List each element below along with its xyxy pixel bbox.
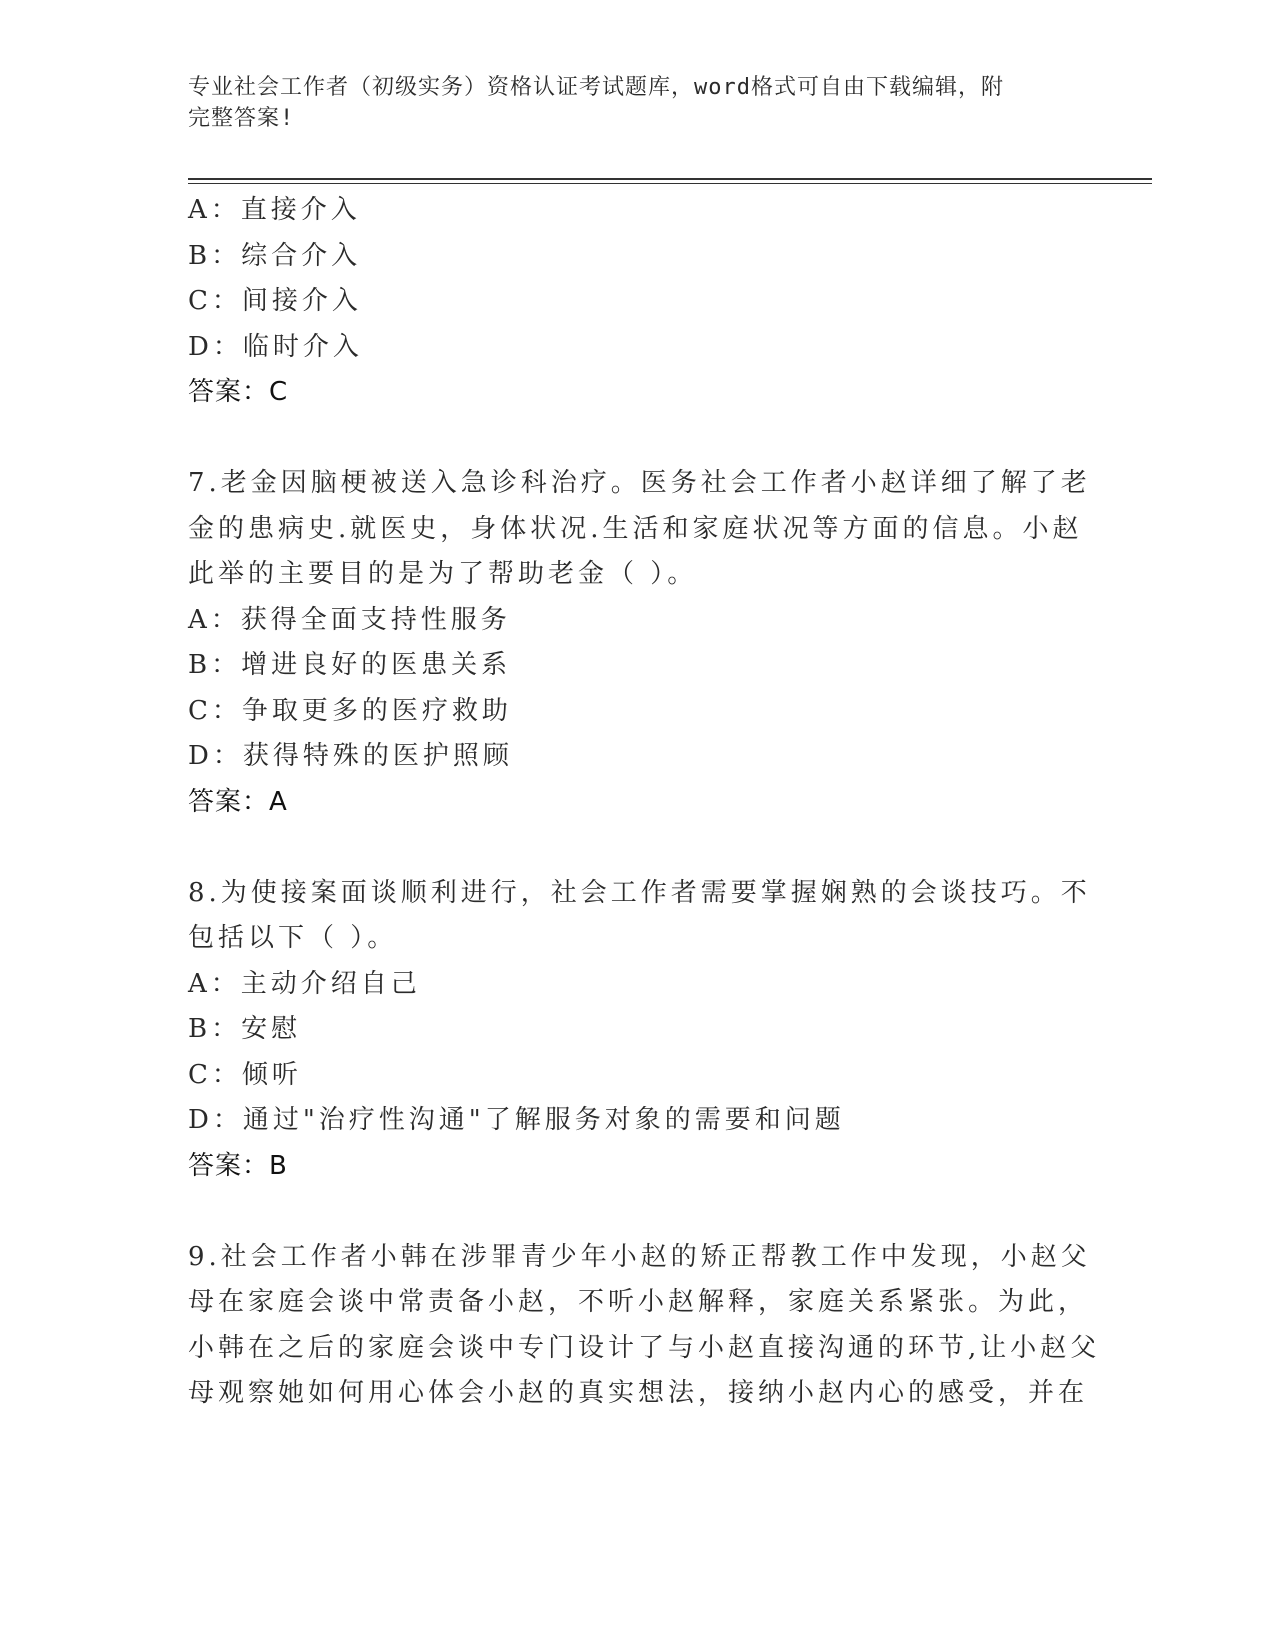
option-b: B：安慰 — [188, 1014, 302, 1044]
option-a: A：直接介入 — [188, 195, 361, 225]
question-stem-line: 包括以下（ ）。 — [188, 923, 398, 953]
question-stem-line: 7.老金因脑梗被送入急诊科治疗。医务社会工作者小赵详细了解了老 — [188, 468, 1091, 498]
spacer — [188, 1189, 1088, 1235]
header-line-2: 完整答案! — [188, 106, 295, 131]
question-stem-line: 母观察她如何用心体会小赵的真实想法，接纳小赵内心的感受，并在 — [188, 1378, 1089, 1408]
option-c: C：间接介入 — [188, 286, 362, 316]
option-d: D：临时介入 — [188, 331, 363, 362]
answer-line: 答案：B — [188, 1150, 288, 1181]
option-d: D：获得特殊的医护照顾 — [188, 741, 513, 771]
question-stem-line: 8.为使接案面谈顺利进行，社会工作者需要掌握娴熟的会谈技巧。不 — [188, 877, 1091, 908]
option-d: D：通过"治疗性沟通"了解服务对象的需要和问题 — [188, 1105, 845, 1135]
question-9-block — [188, 1235, 1101, 1417]
option-a: A：获得全面支持性服务 — [188, 604, 511, 635]
option-c: C：争取更多的医疗救助 — [188, 695, 512, 726]
header-divider — [188, 178, 1152, 180]
question-stem-line: 9.社会工作者小韩在涉罪青少年小赵的矫正帮教工作中发现，小赵父 — [188, 1241, 1091, 1272]
prev-question-block — [188, 188, 1088, 416]
question-stem-line: 金的患病史.就医史，身体状况.生活和家庭状况等方面的信息。小赵 — [188, 513, 1083, 544]
option-c: C：倾听 — [188, 1059, 302, 1090]
question-content — [188, 188, 1101, 1417]
answer-line: 答案：C — [188, 377, 289, 407]
option-a: A：主动介绍自己 — [188, 968, 421, 999]
header-line-1: 专业社会工作者（初级实务）资格认证考试题库，word格式可自由下载编辑，附 — [188, 75, 1004, 100]
question-7-block — [188, 461, 1091, 825]
document-header — [188, 72, 1088, 134]
question-stem-line: 母在家庭会谈中常责备小赵，不听小赵解释，家庭关系紧张。为此， — [188, 1287, 1089, 1317]
option-b: B：综合介入 — [188, 240, 362, 271]
question-stem-line: 此举的主要目的是为了帮助老金（ ）。 — [188, 559, 698, 589]
option-b: B：增进良好的医患关系 — [188, 650, 512, 680]
answer-line: 答案：A — [188, 786, 288, 817]
spacer — [188, 416, 1088, 462]
question-stem-line: 小韩在之后的家庭会谈中专门设计了与小赵直接沟通的环节,让小赵父 — [188, 1332, 1101, 1363]
question-8-block — [188, 871, 1091, 1190]
spacer — [188, 825, 1088, 871]
header-divider-thin — [188, 183, 1152, 184]
